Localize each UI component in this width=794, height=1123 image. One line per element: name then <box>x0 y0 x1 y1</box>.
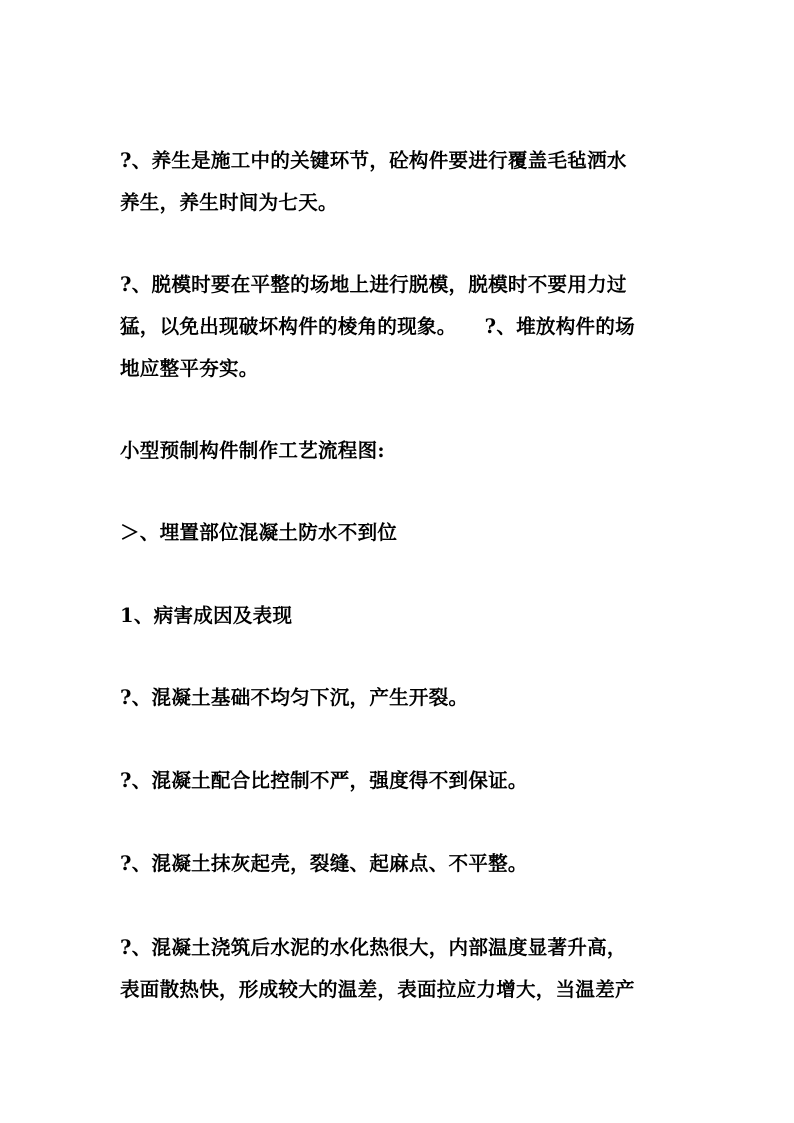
paragraph-curing-line-1: ?、养生是施工中的关键环节，砼构件要进行覆盖毛毡洒水 <box>120 149 627 172</box>
list-item-hydration-line-1: ?、混凝土浇筑后水泥的水化热很大，内部温度显著升高， <box>120 936 627 959</box>
heading-waterproofing: ＞、埋置部位混凝土防水不到位 <box>120 521 398 544</box>
demolding-text: 猛，以免出现破坏构件的棱角的现象。 <box>120 315 457 338</box>
list-item-hydration-line-2: 表面散热快，形成较大的温差，表面拉应力增大，当温差产 <box>120 978 635 1001</box>
stacking-text: ?、堆放构件的场 <box>484 315 635 338</box>
heading-causes: 1、病害成因及表现 <box>120 604 293 627</box>
paragraph-demolding-line-1: ?、脱模时要在平整的场地上进行脱模，脱模时不要用力过 <box>120 273 627 296</box>
paragraph-demolding-line-2 <box>120 314 680 340</box>
list-item-plaster: ?、混凝土抹灰起壳，裂缝、起麻点、不平整。 <box>120 852 528 875</box>
list-item-mix-ratio: ?、混凝土配合比控制不严，强度得不到保证。 <box>120 769 528 792</box>
paragraph-demolding-line-3: 地应整平夯实。 <box>120 357 259 380</box>
paragraph-curing-line-2: 养生，养生时间为七天。 <box>120 191 338 214</box>
list-item-settlement: ?、混凝土基础不均匀下沉，产生开裂。 <box>120 686 469 709</box>
heading-flowchart: 小型预制构件制作工艺流程图: <box>120 439 385 462</box>
